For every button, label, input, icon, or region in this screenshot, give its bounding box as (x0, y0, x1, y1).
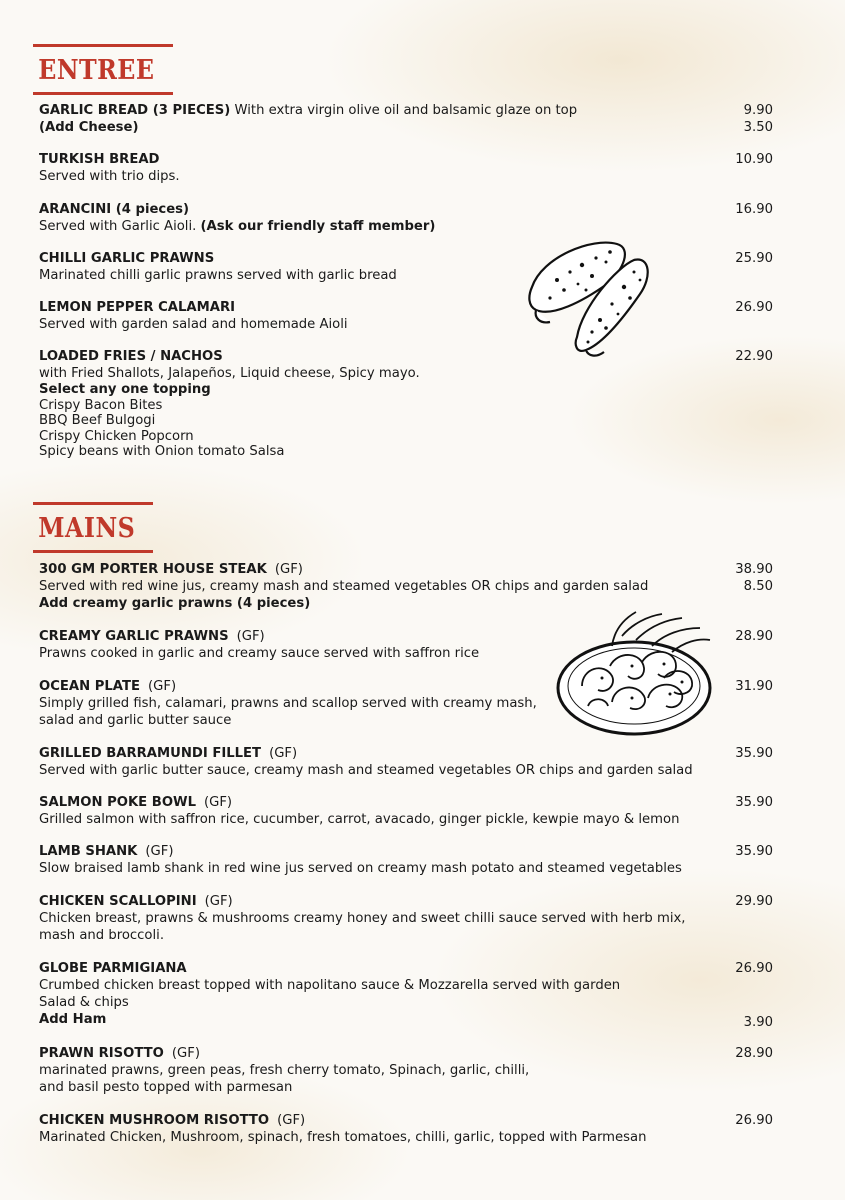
item-price-block (735, 561, 773, 595)
item-name: GARLIC BREAD (3 PIECES) (39, 103, 231, 118)
item-price: 38.90 (735, 562, 773, 577)
item-name: LAMB SHANK (39, 844, 138, 859)
item-name: LOADED FRIES / NACHOS (39, 349, 223, 364)
garlic-bread-sketch-icon (522, 232, 654, 360)
item-desc: marinated prawns, green peas, fresh cherry tomato, Spinach, garlic, chilli, (39, 1063, 530, 1078)
menu-item-arancini (39, 201, 779, 235)
gf-tag: (GF) (277, 1113, 306, 1128)
item-desc: Marinated Chicken, Mushroom, spinach, fresh tomatoes, chilli, garlic, topped with Parmesan (39, 1130, 647, 1145)
item-price-block (744, 102, 773, 136)
item-name: PRAWN RISOTTO (39, 1046, 164, 1061)
item-price: 26.90 (735, 300, 773, 315)
item-desc: Crumbed chicken breast topped with napolitano sauce & Mozzarella served with garden (39, 978, 621, 993)
topping-option: BBQ Beef Bulgogi (39, 413, 156, 428)
topping-option: Crispy Bacon Bites (39, 397, 163, 413)
item-extra-price: 3.50 (743, 120, 773, 135)
menu-item-chilli-garlic-prawns (39, 250, 779, 284)
item-desc: With extra virgin olive oil and balsamic glaze on top (230, 103, 578, 118)
gf-tag: (GF) (203, 795, 233, 810)
topping-option: Spicy beans with Onion tomato Salsa (39, 444, 285, 459)
item-name: TURKISH BREAD (39, 152, 160, 167)
item-price: 35.90 (735, 795, 773, 810)
item-extra: Add creamy garlic prawns (4 pieces) (39, 596, 311, 611)
mains-bottom-rule (33, 550, 153, 553)
item-price: 31.90 (735, 679, 773, 694)
item-price: 9.90 (743, 103, 773, 118)
item-desc: Served with trio dips. (39, 169, 180, 184)
item-price: 35.90 (735, 844, 773, 859)
menu-item-porter-house-steak (39, 561, 779, 612)
item-name: SALMON POKE BOWL (39, 795, 196, 810)
menu-item-turkish-bread (39, 151, 779, 185)
entree-header (33, 44, 173, 95)
item-name: CHICKEN SCALLOPINI (39, 894, 197, 909)
item-desc: Slow braised lamb shank in red wine jus served on creamy mash potato and steamed vegetables (39, 861, 682, 876)
gf-tag: (GF) (171, 1046, 200, 1061)
entree-title: ENTREE (38, 55, 155, 86)
item-name: GRILLED BARRAMUNDI FILLET (39, 746, 262, 761)
item-price: 26.90 (735, 961, 773, 976)
item-extra-price: 8.50 (743, 579, 773, 594)
item-name: CHICKEN MUSHROOM RISOTTO (39, 1113, 270, 1128)
mains-header (33, 502, 153, 553)
item-desc: Grilled salmon with saffron rice, cucumber, carrot, avacado, ginger pickle, kewpie mayo & lemon (39, 812, 680, 827)
item-name: CREAMY GARLIC PRAWNS (39, 629, 229, 644)
item-name: OCEAN PLATE (39, 679, 140, 694)
menu-item-globe-parmigiana (39, 960, 779, 1028)
topping-option: Crispy Chicken Popcorn (39, 428, 194, 444)
item-name: CHILLI GARLIC PRAWNS (39, 251, 215, 266)
item-note: (Ask our friendly staff member) (200, 219, 436, 234)
item-desc: Served with Garlic Aioli. (39, 219, 201, 234)
entree-bottom-rule (33, 92, 173, 95)
item-price: 35.90 (735, 746, 773, 761)
item-price: 28.90 (735, 1046, 773, 1061)
item-desc: Simply grilled fish, calamari, prawns and scallop served with creamy mash, (39, 696, 537, 711)
topping-title: Select any one topping (39, 382, 211, 397)
item-desc: Chicken breast, prawns & mushrooms creamy honey and sweet chilli sauce served with herb mix, (39, 911, 686, 926)
menu-item-lamb-shank (39, 843, 779, 877)
item-desc: Served with red wine jus, creamy mash and steamed vegetables OR chips and garden salad (39, 579, 649, 594)
item-price: 16.90 (735, 202, 773, 217)
item-price: 22.90 (735, 349, 773, 364)
item-extra: Add Ham (39, 1012, 107, 1027)
item-name: LEMON PEPPER CALAMARI (39, 300, 236, 315)
item-desc: Prawns cooked in garlic and creamy sauce served with saffron rice (39, 646, 480, 661)
item-desc: Served with garden salad and homemade Aioli (39, 317, 348, 332)
menu-item-lemon-pepper-calamari (39, 299, 779, 333)
menu-item-chicken-scallopini (39, 893, 779, 944)
item-name: 300 GM PORTER HOUSE STEAK (39, 562, 267, 577)
item-price: 10.90 (735, 152, 773, 167)
item-extra: (Add Cheese) (39, 120, 139, 135)
menu-item-salmon-poke-bowl (39, 794, 779, 828)
menu-item-prawn-risotto (39, 1045, 779, 1096)
gf-tag: (GF) (274, 562, 303, 577)
menu-item-loaded-fries (39, 348, 779, 460)
item-price: 26.90 (735, 1113, 773, 1128)
item-desc-cont: and basil pesto topped with parmesan (39, 1080, 293, 1095)
item-extra-price: 3.90 (743, 1015, 773, 1030)
gf-tag: (GF) (269, 746, 298, 761)
item-desc: Served with garlic butter sauce, creamy mash and steamed vegetables OR chips and garden salad (39, 763, 693, 778)
menu-item-grilled-barramundi (39, 745, 779, 779)
item-desc-cont: mash and broccoli. (39, 928, 165, 943)
item-name: ARANCINI (4 pieces) (39, 202, 190, 217)
item-price: 28.90 (735, 629, 773, 644)
gf-tag: (GF) (148, 679, 177, 694)
menu-item-garlic-bread (39, 102, 779, 136)
item-desc-cont: Salad & chips (39, 995, 129, 1010)
item-price: 25.90 (735, 251, 773, 266)
item-desc: Marinated chilli garlic prawns served with garlic bread (39, 268, 397, 283)
prawn-plate-sketch-icon (552, 606, 714, 744)
menu-item-chicken-mushroom-risotto (39, 1112, 779, 1146)
item-price: 29.90 (735, 894, 773, 909)
gf-tag: (GF) (145, 844, 174, 859)
gf-tag: (GF) (236, 629, 265, 644)
gf-tag: (GF) (204, 894, 233, 909)
item-name: GLOBE PARMIGIANA (39, 961, 187, 976)
mains-title: MAINS (38, 513, 136, 544)
item-desc-cont: salad and garlic butter sauce (39, 713, 232, 728)
item-desc: with Fried Shallots, Jalapeños, Liquid cheese, Spicy mayo. (39, 366, 420, 381)
